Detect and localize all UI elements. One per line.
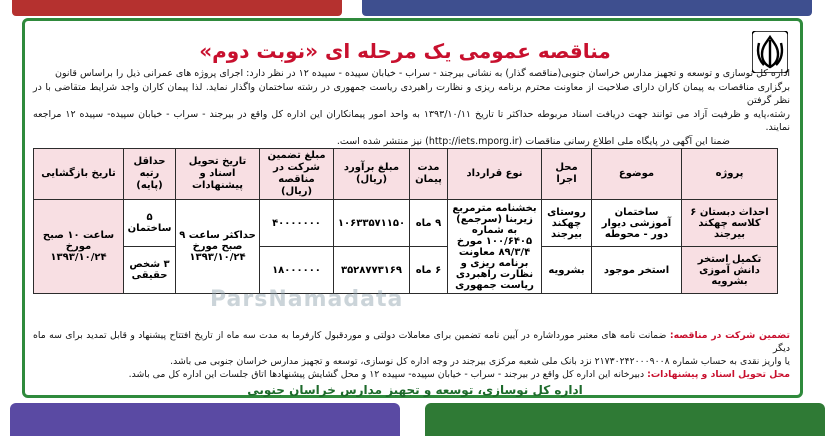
table-row xyxy=(34,247,778,294)
cell-min-grade: ۵ ساختمان xyxy=(124,200,176,247)
cell-min-grade: ۳ شخص حقیقی xyxy=(124,247,176,294)
watermark: ParsNamadata xyxy=(210,287,404,312)
intro-line: رشته،پایه و ظرفیت آزاد می توانند جهت دریافت اسناد مربوطه حداکثر تا تاریخ ۱۳۹۳/۱۰/۱۱ به واحد امور پیمانکاران این اداره کل واقع در بیرجند - سراب - خیابان سپیده- سپیده ۱۲ مراجعه نمایند. xyxy=(33,108,790,133)
header-delivery-date: تاریخ تحویل اسناد و پیشنهادات xyxy=(176,149,260,200)
intro-line: برگزاری مناقصات به پیمان کاران دارای صلاحیت از معاونت محترم برنامه ریزی و نظارت راهبردی ریاست جمهوری در رشته ساختمان واگذار نماید. لذا پیمان کاران واجد شرایط متقاضی با در نظر گرفتن xyxy=(33,81,790,106)
guarantee-text: ضمانت نامه های معتبر مورداشاره در آیین نامه تضمین برای معاملات دولتی و موردقبول کارفرما به مدت سه ماه از تاریخ افتتاح پیشنهاد و قابل تمدید برای سه ماه دیگر xyxy=(33,330,790,354)
cell-project: تکمیل استخر دانش آموزی بشرویه xyxy=(682,247,778,294)
top-neighbor-ad xyxy=(12,0,342,16)
header-subject: موضوع xyxy=(592,149,682,200)
delivery-label: محل تحویل اسناد و پیشنهادات: xyxy=(647,369,790,380)
top-neighbor-ad-right xyxy=(362,0,812,16)
cell-contract-type: بخشنامه مترمربع زیربنا (سرجمع) به شماره ۱۰۰/۶۴۰۵ مورخ ۸۹/۳/۴ معاونت برنامه ریزی و نظارت راهبردی ریاست جمهوری xyxy=(448,200,542,294)
cell-duration: ۶ ماه xyxy=(410,247,448,294)
ad-title: مناقصه عمومی یک مرحله ای «نوبت دوم» xyxy=(199,39,611,63)
intro-paragraph xyxy=(33,67,790,148)
bottom-neighbor-ad-left xyxy=(10,403,400,436)
header-location: محل اجرا xyxy=(542,149,592,200)
tender-ad-frame xyxy=(22,18,803,398)
cell-subject: استخر موجود xyxy=(592,247,682,294)
cell-delivery-date: حداکثر ساعت ۹ صبح مورخ ۱۳۹۳/۱۰/۲۴ xyxy=(176,200,260,294)
cell-opening-date: ساعت ۱۰ صبح مورخ ۱۳۹۳/۱۰/۲۴ xyxy=(34,200,124,294)
cell-location: بشرویه xyxy=(542,247,592,294)
guarantee-note xyxy=(33,329,790,355)
intro-line: ضمنا این آگهی در پایگاه ملی اطلاع رسانی مناقصات (http://iets.mporg.ir) نیز منتشر شده است. xyxy=(336,135,730,147)
cell-estimate: ۱۰۶۳۳۵۷۱۱۵۰ xyxy=(334,200,410,247)
guarantee-text-2: یا واریز نقدی به حساب شماره ۲۱۷۳۰۲۴۲۰۰۰۹۰۰۸ نزد بانک ملی شعبه مرکزی بیرجند در وجه اداره کل نوسازی، توسعه و تجهیز مدارس خراسان جنوبی می باشد. xyxy=(170,356,790,367)
cell-duration: ۹ ماه xyxy=(410,200,448,247)
cell-estimate: ۳۵۲۸۷۷۳۱۶۹ xyxy=(334,247,410,294)
cell-location: روستای چهکند بیرجند xyxy=(542,200,592,247)
header-opening-date: تاریخ بازگشایی xyxy=(34,149,124,200)
cell-guarantee: ۴۰۰۰۰۰۰۰ xyxy=(260,200,334,247)
guarantee-label: تضمین شرکت در مناقصه: xyxy=(669,330,790,341)
table-row xyxy=(34,200,778,247)
cell-subject: ساختمان آموزشی دیوار دور - محوطه xyxy=(592,200,682,247)
cell-guarantee: ۱۸۰۰۰۰۰۰ xyxy=(260,247,334,294)
notes-section xyxy=(33,329,790,381)
header-duration: مدت پیمان xyxy=(410,149,448,200)
header-estimate: مبلغ برآورد (ریال) xyxy=(334,149,410,200)
table-header-row xyxy=(34,149,778,200)
header-guarantee: مبلغ تضمین شرکت در مناقصه (ریال) xyxy=(260,149,334,200)
header-contract-type: نوع قرارداد xyxy=(448,149,542,200)
delivery-note xyxy=(33,368,790,381)
projects-table xyxy=(33,148,778,294)
intro-line: اداره کل نوسازی و توسعه و تجهیز مدارس خراسان جنوبی(مناقصه گذار) به نشانی بیرجند - سراب - خیابان سپیده - سپیده ۱۲ در نظر دارد: اجرای پروژه های عمرانی ذیل را براساس قانون xyxy=(54,68,790,79)
header-project: پروژه xyxy=(682,149,778,200)
organization-name: اداره کل نوسازی، توسعه و تجهیز مدارس خراسان جنوبی xyxy=(247,383,583,397)
delivery-text: دبیرخانه این اداره کل واقع در بیرجند - سراب - خیابان سپیده- سپیده ۱۲ و محل گشایش پیشنهادها اتاق جلسات این اداره کل می باشد. xyxy=(128,369,645,380)
header-min-grade: حداقل رتبه (پایه) xyxy=(124,149,176,200)
cell-project: احداث دبستان ۶ کلاسه چهکند بیرجند xyxy=(682,200,778,247)
bottom-neighbor-ad-right xyxy=(425,403,825,436)
